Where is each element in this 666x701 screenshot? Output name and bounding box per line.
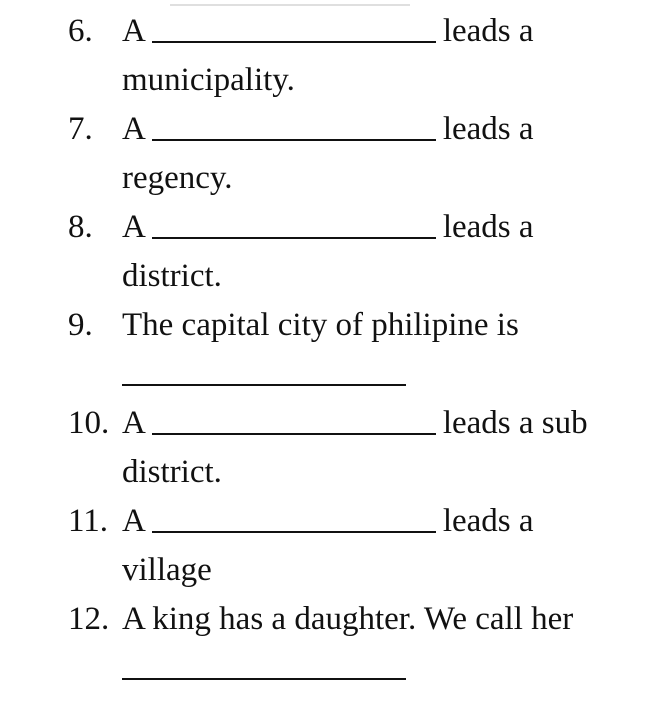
question-12-number: 12. <box>68 601 110 637</box>
question-6-after-text: leads a <box>442 13 534 49</box>
question-11-before-text: A <box>122 503 146 539</box>
question-11-answer-blank[interactable] <box>152 531 436 533</box>
question-6-continuation: municipality. <box>122 62 295 98</box>
question-7-continuation: regency. <box>122 160 233 196</box>
question-9-number: 9. <box>68 307 93 343</box>
question-7-before-text: A <box>122 111 146 147</box>
question-12-text: A king has a daughter. We call her <box>122 601 574 637</box>
question-6-before-text: A <box>122 13 146 49</box>
question-10-after-text: leads a sub <box>442 405 588 441</box>
question-6-number: 6. <box>68 13 93 49</box>
question-7-answer-blank[interactable] <box>152 139 436 141</box>
question-8-number: 8. <box>68 209 93 245</box>
question-8-answer-blank[interactable] <box>152 237 436 239</box>
question-10-continuation: district. <box>122 454 222 490</box>
question-11-continuation: village <box>122 552 212 588</box>
question-8-after-text: leads a <box>442 209 534 245</box>
question-10-number: 10. <box>68 405 110 441</box>
question-10-answer-blank[interactable] <box>152 433 436 435</box>
question-9-answer-blank[interactable] <box>122 384 406 386</box>
question-11-number: 11. <box>68 503 109 539</box>
question-8-continuation: district. <box>122 258 222 294</box>
question-12-answer-blank[interactable] <box>122 678 406 680</box>
question-9-text: The capital city of philipine is <box>122 307 519 343</box>
question-6-answer-blank[interactable] <box>152 41 436 43</box>
question-11-after-text: leads a <box>442 503 534 539</box>
question-7-after-text: leads a <box>442 111 534 147</box>
question-7-number: 7. <box>68 111 93 147</box>
question-10-before-text: A <box>122 405 146 441</box>
question-8-before-text: A <box>122 209 146 245</box>
